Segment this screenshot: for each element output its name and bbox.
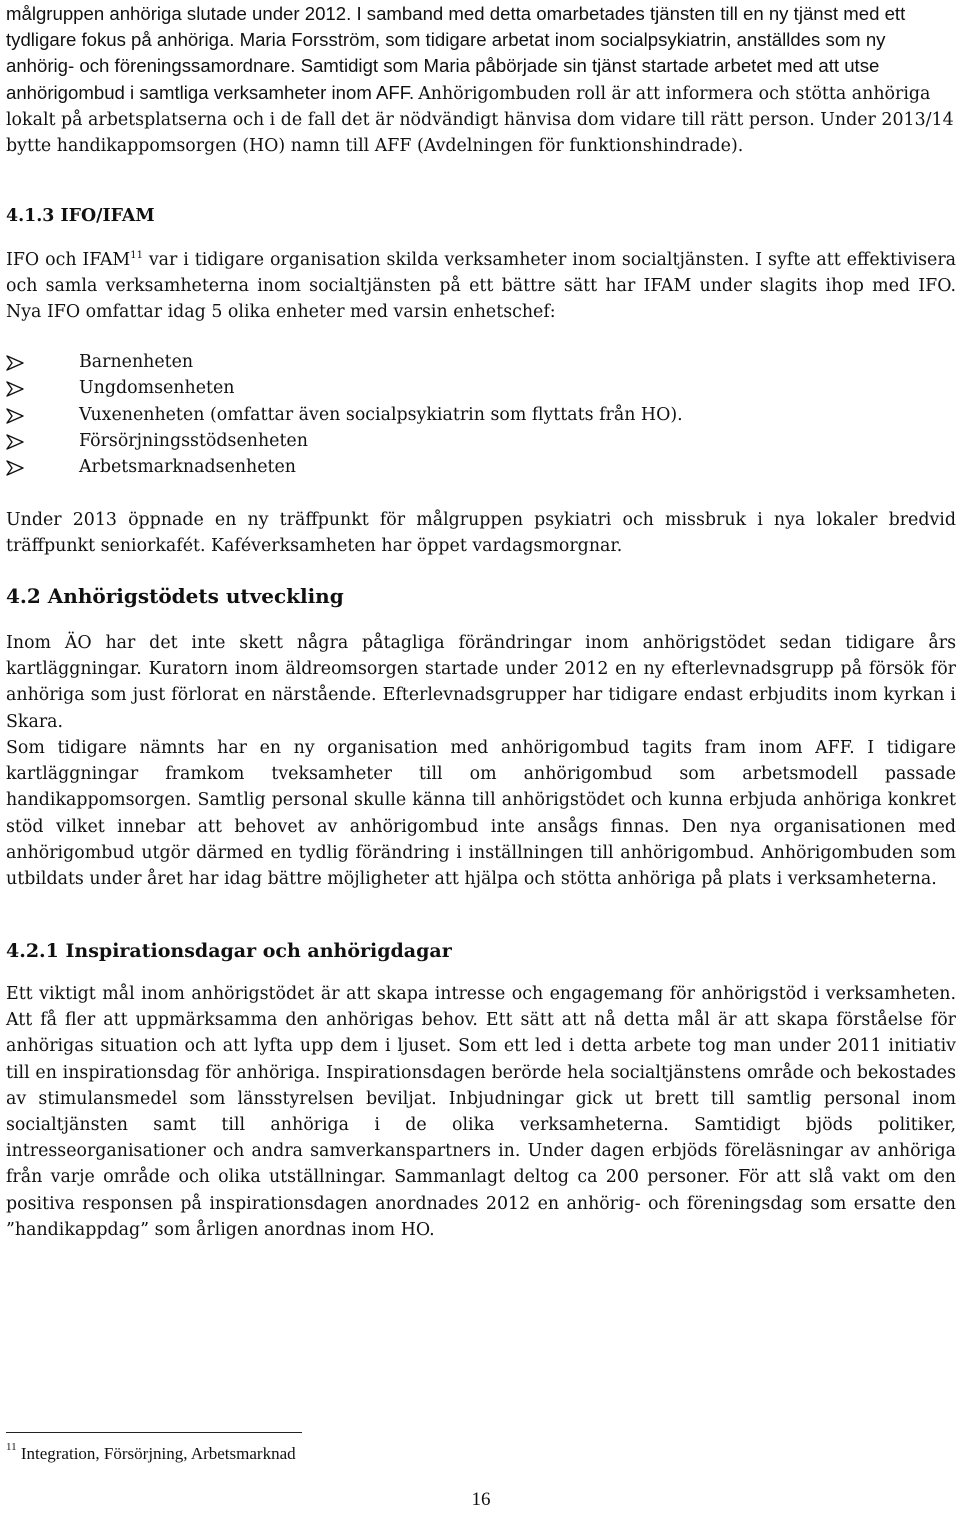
list-item-label: Barnenheten <box>79 352 194 372</box>
footnote <box>6 1441 296 1464</box>
paragraph-aff-intro <box>6 1 956 159</box>
footnote-number: 11 <box>6 1441 17 1453</box>
paragraph-ifo-start: IFO och IFAM <box>6 250 131 270</box>
list-item <box>6 375 683 401</box>
paragraph-ifo <box>6 247 956 326</box>
paragraph-aff-intro-part2: Anhörigombuden roll är att informera och stötta anhöriga lokalt på arbetsplatserna och i de fall det är nödvändigt hänvisa dom vidare till rätt person. Under 2013/14 bytte handikappomsorgen (HO) namn till AFF (Avdelningen för funktionshindrade). <box>6 83 954 157</box>
arrow-bullet-icon <box>6 355 24 371</box>
paragraph-aff-intro-part1: målgruppen anhöriga slutade under 2012. I samband med detta omarbetades tjänsten till en ny tjänst med ett tydligare fokus på anhöriga. Maria Forsström, som tidigare arbetat inom socialpsykiatrin, anställdes som ny anhörig- och föreningssamordnare. Samtidigt som Maria påbörjade sin tjänst startade arbetet med att utse anhörigombud i samtliga verksamheter inom AFF. <box>6 3 906 103</box>
arrow-bullet-icon <box>6 381 24 397</box>
list-item <box>6 454 683 480</box>
footnote-reference: 11 <box>130 250 143 261</box>
paragraph-ao-2: Som tidigare nämnts har en ny organisation med anhörigombud tagits fram inom AFF. I tidigare kartläggningar framkom tveksamheter till om anhörigombud som arbetsmodell passade handikappomsorgen. Samtlig personal skulle känna till anhörigstödet och kunna erbjuda anhöriga konkret stöd vilket innebar att behovet av anhörigombud inte ansågs finnas. Den nya organisationen med anhörigombud utgör därmed en tydlig förändring i inställningen till anhörigombud. Anhörigombuden som utbildats under året har idag bättre möjligheter att hjälpa och stötta anhöriga på plats i verksamheterna. <box>6 738 956 890</box>
list-item <box>6 428 683 454</box>
heading-inspirationsdagar: 4.2.1 Inspirationsdagar och anhörigdagar <box>6 940 452 962</box>
paragraph-inspiration: Ett viktigt mål inom anhörigstödet är att skapa intresse och engagemang för anhörigstöd i verksamheten. Att få fler att uppmärksamma den anhörigas behov. Ett sätt att nå detta mål är att skapa förståelse för anhörigas situation och att lyfta upp dem i ljuset. Som ett led i detta arbete tog man under 2011 initiativ till en inspirationsdag för anhöriga. Inspirationsdagen berörde hela socialtjänstens område och bekostades av stimulansmedel som länsstyrelsen beviljat. Inbjudningar gick ut brett till samtlig personal inom socialtjänsten samt till anhöriga i de olika verksamheterna. Samtidigt bjöds politiker, intresseorganisationer och andra samverkanspartners in. Under dagen erbjöds föreläsningar av anhöriga från varje område och olika utställningar. Sammanlagt deltog ca 200 personer. För att slå vakt om den positiva responsen på inspirationsdagen anordnades 2012 en anhörig- och föreningsdag som ersatte den ”handikappdag” som årligen anordnas inom HO. <box>6 984 956 1240</box>
unit-list <box>6 349 683 480</box>
paragraph-traffpunkt: Under 2013 öppnade en ny träffpunkt för målgruppen psykiatri och missbruk i nya lokaler bredvid träffpunkt seniorkafét. Kaféverksamheten har öppet vardagsmorgnar. <box>6 510 956 557</box>
footnote-text: Integration, Försörjning, Arbetsmarknad <box>20 1444 296 1463</box>
list-item-label: Försörjningsstödsenheten <box>79 430 308 451</box>
paragraph-ao-1: Inom ÄO har det inte skett några påtagliga förändringar inom anhörigstödet sedan tidigare års kartläggningar. Kuratorn inom äldreomsorgen startade under 2012 en ny efterlevnadsgrupp på försök för anhöriga som just förlorat en närstående. Efterlevnadsgrupper har tidigare endast erbjudits inom kyrkan i Skara. <box>6 633 956 732</box>
arrow-bullet-icon <box>6 460 24 476</box>
arrow-bullet-icon <box>6 408 24 424</box>
heading-ifo-ifam: 4.1.3 IFO/IFAM <box>6 206 155 226</box>
page-number: 16 <box>471 1489 491 1510</box>
heading-anhorigstodets-utveckling: 4.2 Anhörigstödets utveckling <box>6 584 344 608</box>
list-item <box>6 402 683 428</box>
list-item-label: Ungdomsenheten <box>79 378 235 399</box>
paragraph-ifo-rest: var i tidigare organisation skilda verksamheter inom socialtjänsten. I syfte att effektivisera och samla verksamheterna inom socialtjänsten på ett bättre sätt har IFAM under slagits ihop med IFO. Nya IFO omfattar idag 5 olika enheter med varsin enhetschef: <box>6 250 956 323</box>
list-item-label: Arbetsmarknadsenheten <box>79 457 297 478</box>
list-item <box>6 349 683 375</box>
list-item-label: Vuxenenheten (omfattar även socialpsykiatrin som flyttats från HO). <box>79 404 683 425</box>
footnote-divider <box>6 1432 302 1433</box>
arrow-bullet-icon <box>6 434 24 450</box>
